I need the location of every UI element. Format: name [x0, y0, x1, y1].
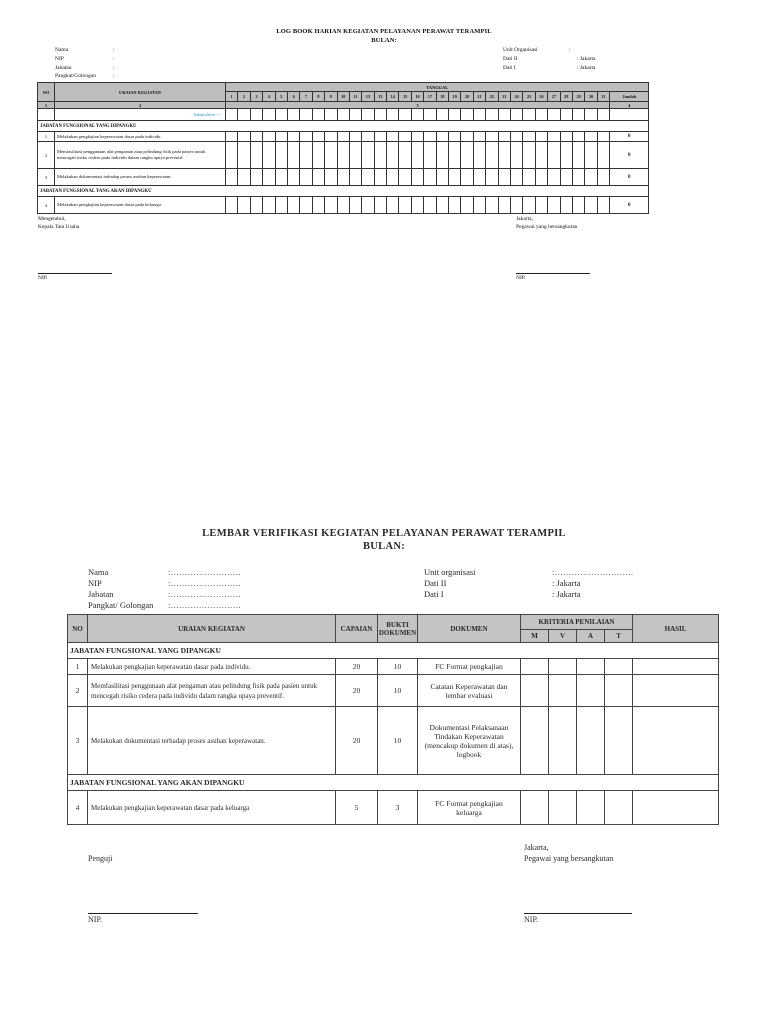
- logbook-sign-right: Jakarta, Pegawai yang bersangkutan NIP.: [516, 215, 590, 282]
- day-cell[interactable]: [387, 109, 399, 121]
- vf-col-hasil: HASIL: [633, 615, 719, 643]
- day-cell[interactable]: [572, 169, 584, 186]
- logbook-title: LOG BOOK HARIAN KEGIATAN PELAYANAN PERAWAT TERAMPIL: [276, 28, 492, 35]
- table-row: 1 Melakukan pengkajian keperawatan dasar pada individu. 20 10 FC Format pengkajian: [68, 659, 719, 675]
- day-cell[interactable]: [387, 197, 399, 214]
- row-number: 1: [38, 132, 55, 142]
- logbook-identity-right: [503, 46, 595, 72]
- day-cell[interactable]: [399, 197, 411, 214]
- signature-line: [88, 904, 198, 914]
- day-cell[interactable]: [337, 109, 349, 121]
- col-number: 1: [38, 102, 55, 109]
- day-cell[interactable]: [486, 169, 498, 186]
- table-row: 2 Memfasilitasi penggunaan alat pengaman atau pelindung fisik pada pasien untuk mencegah risiko cedera pada individu dalam rangka upaya preventif. 20 10 Catatan Keperawatan dan lembar evaluasi: [68, 675, 719, 707]
- col-number: 2: [55, 102, 226, 109]
- day-cell[interactable]: [548, 169, 560, 186]
- day-cell[interactable]: [374, 142, 386, 169]
- day-header: 27: [548, 92, 560, 102]
- day-cell[interactable]: [585, 109, 597, 121]
- nip-label: NIP.: [524, 915, 539, 924]
- day-cell[interactable]: [325, 109, 337, 121]
- section-row: JABATAN FUNGSIONAL YANG DIPANGKU: [68, 643, 719, 659]
- day-cell[interactable]: [560, 109, 572, 121]
- day-cell[interactable]: [449, 142, 461, 169]
- day-header: 6: [287, 92, 299, 102]
- vf-col-bukti: BUKTI DOKUMEN: [378, 615, 418, 643]
- table-row: [38, 169, 649, 186]
- day-cell[interactable]: [424, 109, 436, 121]
- row-number: 4: [38, 197, 55, 214]
- day-cell[interactable]: [300, 142, 312, 169]
- day-cell[interactable]: [510, 197, 522, 214]
- day-cell[interactable]: [238, 109, 250, 121]
- day-cell[interactable]: [287, 132, 299, 142]
- day-cell[interactable]: [411, 109, 423, 121]
- day-cell[interactable]: [349, 109, 361, 121]
- day-cell[interactable]: [349, 169, 361, 186]
- day-cell[interactable]: [535, 142, 547, 169]
- day-cell[interactable]: [387, 142, 399, 169]
- day-cell[interactable]: [250, 142, 262, 169]
- day-cell[interactable]: [387, 132, 399, 142]
- day-cell[interactable]: [498, 169, 510, 186]
- day-cell[interactable]: [312, 132, 324, 142]
- day-cell[interactable]: [300, 132, 312, 142]
- day-cell[interactable]: [449, 132, 461, 142]
- day-header: 4: [263, 92, 275, 102]
- day-header: 24: [510, 92, 522, 102]
- day-cell[interactable]: [560, 169, 572, 186]
- kriteria-t: T: [605, 630, 633, 643]
- day-cell[interactable]: [226, 132, 238, 142]
- day-header: 31: [597, 92, 609, 102]
- day-cell[interactable]: [436, 109, 448, 121]
- identity-row-unit: Unit Organisasi :: [503, 47, 571, 53]
- day-cell[interactable]: [523, 169, 535, 186]
- day-cell[interactable]: [424, 197, 436, 214]
- logbook-table: [37, 82, 649, 214]
- day-cell[interactable]: [349, 197, 361, 214]
- nip-label: NIP.: [88, 915, 103, 924]
- day-cell[interactable]: [362, 132, 374, 142]
- day-cell[interactable]: [374, 197, 386, 214]
- signature-line: [516, 265, 590, 274]
- day-cell[interactable]: [473, 169, 485, 186]
- day-cell[interactable]: [498, 109, 510, 121]
- row-number: 3: [38, 169, 55, 186]
- day-header: 28: [560, 92, 572, 102]
- table-row: [38, 197, 649, 214]
- table-row: [38, 132, 649, 142]
- day-cell[interactable]: [362, 142, 374, 169]
- day-cell[interactable]: [411, 142, 423, 169]
- day-cell[interactable]: [349, 132, 361, 142]
- table-row: 3 Melakukan dokumentasi terhadap proses asuhan keperawatan. 20 10 Dokumentasi Pelaksanaan Tindakan Keperawatan (mencakup dokumen di atas), logbook: [68, 707, 719, 775]
- row-total: 0: [610, 169, 649, 186]
- day-header: 17: [424, 92, 436, 102]
- day-cell[interactable]: [436, 132, 448, 142]
- day-cell[interactable]: [473, 142, 485, 169]
- day-cell[interactable]: [300, 197, 312, 214]
- day-cell[interactable]: [461, 197, 473, 214]
- day-header: 18: [436, 92, 448, 102]
- day-cell[interactable]: [473, 197, 485, 214]
- vf-col-dokumen: DOKUMEN: [418, 615, 521, 643]
- day-cell[interactable]: [424, 169, 436, 186]
- day-cell[interactable]: [597, 132, 609, 142]
- day-cell[interactable]: [436, 197, 448, 214]
- day-cell[interactable]: [275, 109, 287, 121]
- day-cell[interactable]: [374, 109, 386, 121]
- day-cell[interactable]: [411, 169, 423, 186]
- day-cell[interactable]: [387, 169, 399, 186]
- day-cell[interactable]: [263, 142, 275, 169]
- day-cell[interactable]: [535, 132, 547, 142]
- row-total: 0: [610, 132, 649, 142]
- identity-row-name: Nama :: [55, 47, 115, 53]
- day-cell[interactable]: [337, 197, 349, 214]
- day-cell[interactable]: [461, 132, 473, 142]
- day-cell[interactable]: [560, 142, 572, 169]
- day-cell[interactable]: [473, 109, 485, 121]
- day-cell[interactable]: [449, 197, 461, 214]
- day-cell[interactable]: [449, 169, 461, 186]
- day-header: 8: [312, 92, 324, 102]
- nip-label: NIP.: [38, 275, 48, 281]
- day-cell[interactable]: [436, 142, 448, 169]
- activity-description: Melakukan pengkajian keperawatan dasar pada keluarga: [55, 197, 226, 214]
- col-tanggal-header: TANGGAL: [226, 83, 649, 92]
- vf-col-capaian: CAPAIAN: [336, 615, 378, 643]
- kriteria-m: M: [521, 630, 549, 643]
- day-header: 25: [523, 92, 535, 102]
- kriteria-a: A: [577, 630, 605, 643]
- day-cell[interactable]: [548, 197, 560, 214]
- day-cell[interactable]: [473, 132, 485, 142]
- day-header: 21: [473, 92, 485, 102]
- day-cell[interactable]: [535, 169, 547, 186]
- day-cell[interactable]: [238, 197, 250, 214]
- day-cell[interactable]: [597, 169, 609, 186]
- day-cell[interactable]: [362, 109, 374, 121]
- col-jumlah-header: Jumlah: [610, 92, 649, 102]
- vf-col-kriteria: KRITERIA PENILAIAN: [521, 615, 633, 630]
- day-header: 2: [238, 92, 250, 102]
- day-cell[interactable]: [510, 142, 522, 169]
- day-cell[interactable]: [523, 132, 535, 142]
- day-header: 11: [349, 92, 361, 102]
- day-cell[interactable]: [263, 197, 275, 214]
- verification-header: [0, 527, 768, 553]
- identity-row-dati2: Dati II : Jakarta: [503, 55, 596, 62]
- day-cell[interactable]: [226, 142, 238, 169]
- day-cell[interactable]: [572, 109, 584, 121]
- day-cell[interactable]: [337, 142, 349, 169]
- day-cell[interactable]: [275, 142, 287, 169]
- day-header: 10: [337, 92, 349, 102]
- day-cell[interactable]: [300, 109, 312, 121]
- day-cell[interactable]: [226, 169, 238, 186]
- day-cell[interactable]: [461, 169, 473, 186]
- verification-title: LEMBAR VERIFIKASI KEGIATAN PELAYANAN PERAWAT TERAMPIL: [202, 528, 566, 539]
- kriteria-v: V: [549, 630, 577, 643]
- day-cell[interactable]: [275, 132, 287, 142]
- day-cell[interactable]: [399, 142, 411, 169]
- day-cell[interactable]: [275, 169, 287, 186]
- day-cell[interactable]: [486, 132, 498, 142]
- day-cell[interactable]: [523, 109, 535, 121]
- col-number: 3: [226, 102, 610, 109]
- day-cell[interactable]: [585, 169, 597, 186]
- day-cell[interactable]: [498, 197, 510, 214]
- day-cell[interactable]: [238, 132, 250, 142]
- section-row: [38, 186, 649, 197]
- day-cell[interactable]: [597, 197, 609, 214]
- day-cell[interactable]: [548, 132, 560, 142]
- col-uraian-header: URAIAN KEGIATAN: [55, 83, 226, 102]
- day-cell[interactable]: [287, 142, 299, 169]
- day-header: 20: [461, 92, 473, 102]
- verification-identity-right: Unit organisasi :………………………. Dati II : Jakarta Dati I : Jakarta: [424, 567, 633, 599]
- day-cell[interactable]: [560, 132, 572, 142]
- table-row: 4 Melakukan pengkajian keperawatan dasar pada keluarga 5 3 FC Format pengkajian keluarga: [68, 791, 719, 825]
- row-total: 0: [610, 197, 649, 214]
- logbook-month: BULAN:: [371, 37, 397, 44]
- day-cell[interactable]: [510, 169, 522, 186]
- day-cell[interactable]: [250, 132, 262, 142]
- row-total: 0: [610, 142, 649, 169]
- day-cell[interactable]: [585, 142, 597, 169]
- day-cell[interactable]: [337, 132, 349, 142]
- day-cell[interactable]: [510, 132, 522, 142]
- day-header: 16: [411, 92, 423, 102]
- day-cell[interactable]: [548, 142, 560, 169]
- day-cell[interactable]: [597, 142, 609, 169]
- vf-col-uraian: URAIAN KEGIATAN: [88, 615, 336, 643]
- verification-table: [67, 614, 719, 825]
- identity-row-nip: NIP :: [55, 55, 115, 62]
- day-header: 13: [374, 92, 386, 102]
- day-cell[interactable]: [287, 197, 299, 214]
- day-cell[interactable]: [300, 169, 312, 186]
- verification-sign-left: Penguji NIP.: [88, 853, 198, 925]
- day-header: 9: [325, 92, 337, 102]
- day-cell[interactable]: [226, 109, 238, 121]
- input-hint: Isikan disini -->: [55, 109, 226, 121]
- logbook-identity-left: [55, 46, 121, 81]
- day-cell[interactable]: [226, 197, 238, 214]
- day-header: 30: [585, 92, 597, 102]
- day-cell[interactable]: [399, 132, 411, 142]
- day-cell[interactable]: [535, 197, 547, 214]
- identity-row-jabatan: Jabatan :: [55, 64, 115, 71]
- identity-row-dati1: Dati I : Jakarta: [503, 64, 596, 71]
- day-cell[interactable]: [374, 132, 386, 142]
- day-cell[interactable]: [312, 109, 324, 121]
- day-cell[interactable]: [250, 109, 262, 121]
- day-cell[interactable]: [461, 142, 473, 169]
- day-header: 19: [449, 92, 461, 102]
- day-cell[interactable]: [486, 197, 498, 214]
- day-cell[interactable]: [250, 197, 262, 214]
- day-cell[interactable]: [263, 132, 275, 142]
- day-cell[interactable]: [572, 132, 584, 142]
- day-cell[interactable]: [287, 169, 299, 186]
- day-cell[interactable]: [325, 142, 337, 169]
- day-header: 3: [250, 92, 262, 102]
- day-cell[interactable]: [287, 109, 299, 121]
- day-cell[interactable]: [424, 132, 436, 142]
- day-cell[interactable]: [411, 197, 423, 214]
- day-cell[interactable]: [263, 169, 275, 186]
- section-title: JABATAN FUNGSIONAL YANG DIPANGKU: [38, 121, 649, 132]
- day-cell[interactable]: [498, 132, 510, 142]
- day-header: 15: [399, 92, 411, 102]
- nip-label: NIP.: [516, 275, 526, 281]
- day-cell[interactable]: [374, 169, 386, 186]
- day-cell[interactable]: [486, 142, 498, 169]
- activity-description: Melakukan dokumentasi terhadap proses asuhan keperawatan.: [55, 169, 226, 186]
- day-header: 14: [387, 92, 399, 102]
- day-cell[interactable]: [560, 197, 572, 214]
- day-cell[interactable]: [523, 197, 535, 214]
- day-cell[interactable]: [486, 109, 498, 121]
- day-cell[interactable]: [362, 197, 374, 214]
- day-cell[interactable]: [572, 197, 584, 214]
- day-cell[interactable]: [523, 142, 535, 169]
- day-header: 29: [572, 92, 584, 102]
- day-cell[interactable]: [572, 142, 584, 169]
- activity-description: Melakukan pengkajian keperawatan dasar pada individu.: [55, 132, 226, 142]
- day-cell[interactable]: [362, 169, 374, 186]
- input-hint-row: [38, 109, 649, 121]
- row-number: 2: [38, 142, 55, 169]
- day-cell[interactable]: [535, 109, 547, 121]
- day-header: 7: [300, 92, 312, 102]
- section-title: JABATAN FUNGSIONAL YANG AKAN DIPANGKU: [38, 186, 649, 197]
- day-cell[interactable]: [312, 169, 324, 186]
- verification-sign-right: Jakarta, Pegawai yang bersangkutan NIP.: [524, 842, 632, 925]
- day-cell[interactable]: [312, 197, 324, 214]
- col-no-header: NO: [38, 83, 55, 102]
- activity-description: Memfasilitasi penggunaan alat pengaman atau pelindung fisik pada pasien untuk mencegah risiko cedera pada individu dalam rangka upaya preventif.: [55, 142, 226, 169]
- day-cell[interactable]: [349, 142, 361, 169]
- day-header: 1: [226, 92, 238, 102]
- day-cell[interactable]: [275, 197, 287, 214]
- day-cell[interactable]: [238, 142, 250, 169]
- day-cell[interactable]: [337, 169, 349, 186]
- day-header: 5: [275, 92, 287, 102]
- verification-month: BULAN:: [362, 541, 406, 552]
- day-cell[interactable]: [325, 132, 337, 142]
- section-row: JABATAN FUNGSIONAL YANG AKAN DIPANGKU: [68, 775, 719, 791]
- day-cell[interactable]: [325, 197, 337, 214]
- day-cell[interactable]: [325, 169, 337, 186]
- day-cell[interactable]: [263, 109, 275, 121]
- day-cell[interactable]: [399, 109, 411, 121]
- day-cell[interactable]: [436, 169, 448, 186]
- day-cell[interactable]: [585, 132, 597, 142]
- signature-line: [38, 265, 112, 274]
- day-cell[interactable]: [424, 142, 436, 169]
- day-cell[interactable]: [585, 197, 597, 214]
- day-cell[interactable]: [597, 109, 609, 121]
- day-cell[interactable]: [510, 109, 522, 121]
- day-cell[interactable]: [498, 142, 510, 169]
- day-cell[interactable]: [312, 142, 324, 169]
- column-number-row: [38, 102, 649, 109]
- day-cell[interactable]: [250, 169, 262, 186]
- vf-col-no: NO: [68, 615, 88, 643]
- day-cell[interactable]: [411, 132, 423, 142]
- day-cell[interactable]: [238, 169, 250, 186]
- verification-identity-left: Nama :……………………. NIP :……………………. Jabatan :……………………. Pangkat/ Golongan :…………………….: [88, 567, 241, 610]
- day-header: 26: [535, 92, 547, 102]
- day-header: 12: [362, 92, 374, 102]
- day-cell[interactable]: [449, 109, 461, 121]
- day-header: 23: [498, 92, 510, 102]
- logbook-sign-left: Mengetahui, Kepala Tata Usaha NIP.: [38, 215, 112, 282]
- day-header: 22: [486, 92, 498, 102]
- logbook-header: [0, 27, 768, 45]
- day-cell[interactable]: [399, 169, 411, 186]
- day-cell[interactable]: [461, 109, 473, 121]
- identity-row-pangkat: Pangkat/Golongan :: [55, 73, 115, 80]
- section-row: [38, 121, 649, 132]
- signature-line: [524, 904, 632, 914]
- day-cell[interactable]: [548, 109, 560, 121]
- table-row: [38, 142, 649, 169]
- col-number: 4: [610, 102, 649, 109]
